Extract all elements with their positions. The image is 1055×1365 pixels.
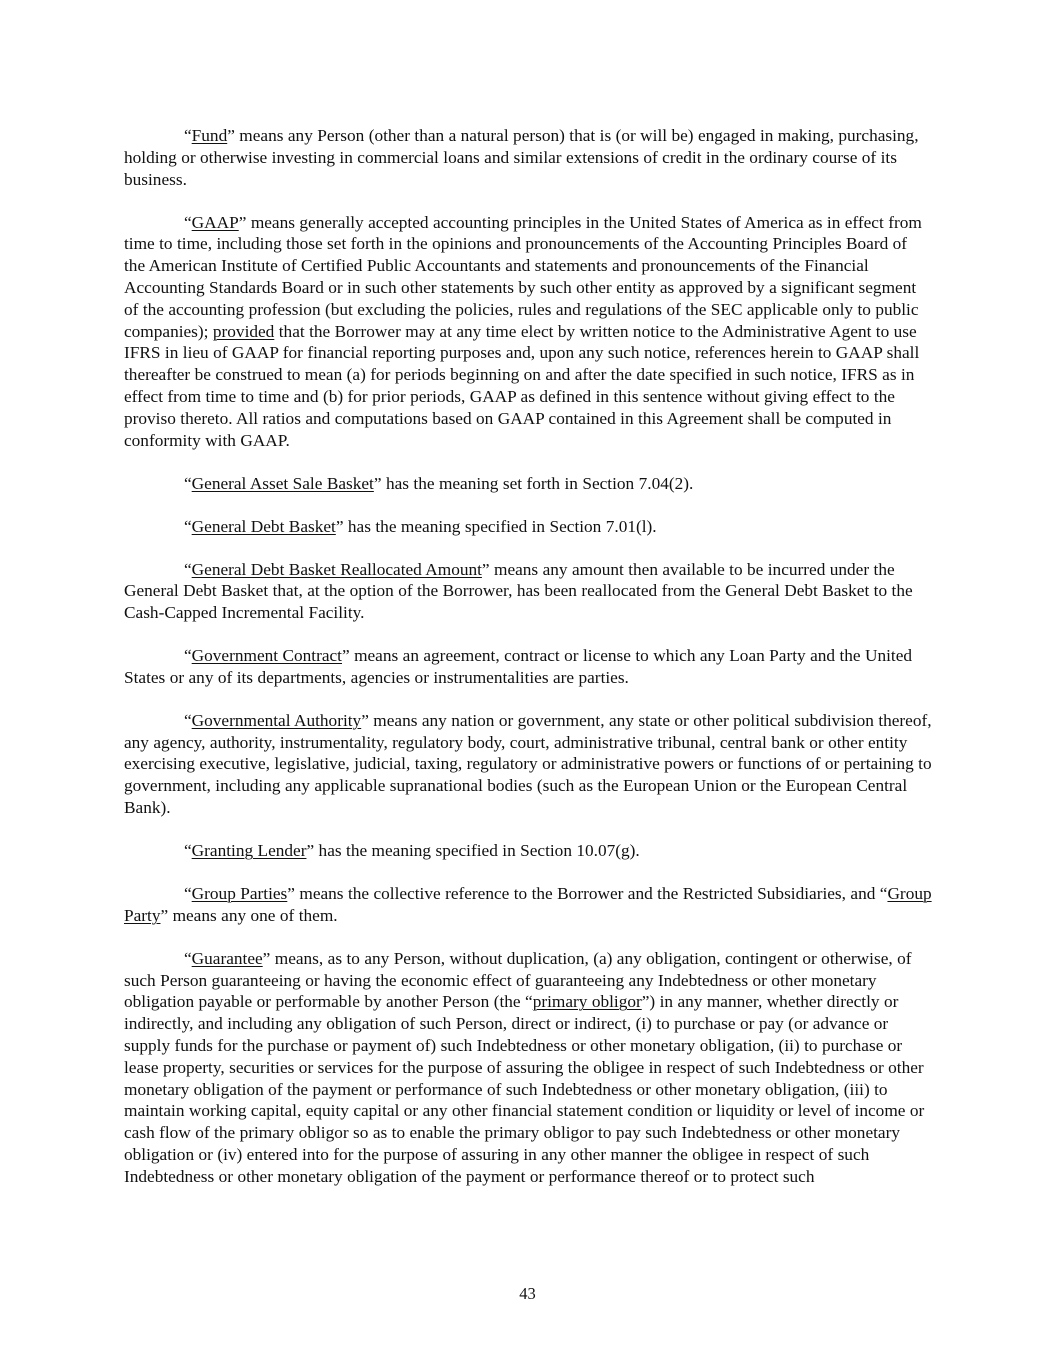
- document-body: [124, 125, 932, 1209]
- definition-governmental-authority: “Governmental Authority” means any nation or government, any state or other political subdivision thereof, any agency, authority, instrumentality, regulatory body, court, administrative tribunal, central bank or other entity exercising executive, legislative, judicial, taxing, regulatory or administrative powers or functions of or pertaining to government, including any applicable supranational bodies (such as the European Union or the European Central Bank).: [124, 710, 932, 818]
- definition-general-asset-sale-basket: “General Asset Sale Basket” has the meaning set forth in Section 7.04(2).: [184, 473, 694, 493]
- defined-term: Fund: [191, 126, 228, 145]
- emphasis-term: provided: [212, 321, 275, 341]
- defined-term: General Debt Basket Reallocated Amount: [191, 559, 482, 579]
- definition-fund: “Fund” means any Person (other than a natural person) that is (or will be) engaged in making, purchasing, holding or otherwise investing in commercial loans and similar extensions of credit in the ordinary course of its business.: [124, 126, 919, 189]
- definition-general-debt-basket-reallocated-amount: “General Debt Basket Reallocated Amount” means any amount then available to be incurred under the General Debt Basket that, at the option of the Borrower, has been reallocated from the General Debt Basket to the Cash-Capped Incremental Facility.: [124, 559, 913, 623]
- defined-term: GAAP: [191, 212, 239, 232]
- defined-term: Group Party: [124, 884, 932, 925]
- defined-term: General Asset Sale Basket: [191, 473, 374, 493]
- definition-guarantee: “Guarantee” means, as to any Person, without duplication, (a) any obligation, contingent or otherwise, of such Person guaranteeing or having the economic effect of guaranteeing any Indebtedness or other monetary obligation payable or performable by another Person (the “primary obligor”) in any manner, whether directly or indirectly, and including any obligation of such Person, direct or indirect, (i) to purchase or pay (or advance or supply funds for the purchase or payment of) such Indebtedness or other monetary obligation, (ii) to purchase or lease property, securities or services for the purpose of assuring the obligee in respect of such Indebtedness or other monetary obligation of the payment or performance of such Indebtedness or other monetary obligation, (iii) to maintain working capital, equity capital or any other financial statement condition or liquidity or level of income or cash flow of the primary obligor so as to enable the primary obligor to pay such Indebtedness or other monetary obligation or (iv) entered into for the purpose of assuring in any other manner the obligee in respect of such Indebtedness or other monetary obligation of the payment or performance thereof or to protect such: [124, 948, 925, 1186]
- defined-term: Group Parties: [191, 884, 288, 904]
- definition-group-parties: “Group Parties” means the collective reference to the Borrower and the Restricted Subsidiaries, and “Group Party” means any one of them.: [124, 884, 932, 925]
- page-number: 43: [519, 1284, 536, 1303]
- defined-term: General Debt Basket: [191, 516, 336, 536]
- definition-government-contract: “Government Contract” means an agreement, contract or license to which any Loan Party and the United States or any of its departments, agencies or instrumentalities are parties.: [124, 646, 913, 687]
- defined-term: Government Contract: [191, 646, 342, 666]
- definition-granting-lender: “Granting Lender” has the meaning specified in Section 10.07(g).: [184, 841, 640, 861]
- defined-term: primary obligor: [532, 992, 642, 1012]
- defined-term: Granting Lender: [191, 841, 307, 861]
- defined-term: Governmental Authority: [191, 710, 362, 730]
- defined-term: Guarantee: [191, 948, 263, 968]
- definition-general-debt-basket: “General Debt Basket” has the meaning specified in Section 7.01(l).: [184, 516, 657, 536]
- definition-gaap: “GAAP” means generally accepted accounting principles in the United States of America as in effect from time to time, including those set forth in the opinions and pronouncements of the Accounting Principles Board of the American Institute of Certified Public Accountants and statements and pronouncements of the Financial Accounting Standards Board or in such other statements by such other entity as approved by a significant segment of the accounting profession (but excluding the policies, rules and regulations of the SEC applicable only to public companies); provided that the Borrower may at any time elect by written notice to the Administrative Agent to use IFRS in lieu of GAAP for financial reporting purposes and, upon any such notice, references herein to GAAP shall thereafter be construed to mean (a) for periods beginning on and after the date specified in such notice, IFRS as in effect from time to time and (b) for prior periods, GAAP as defined in this sentence without giving effect to the proviso thereto. All ratios and computations based on GAAP contained in this Agreement shall be computed in conformity with GAAP.: [124, 212, 922, 450]
